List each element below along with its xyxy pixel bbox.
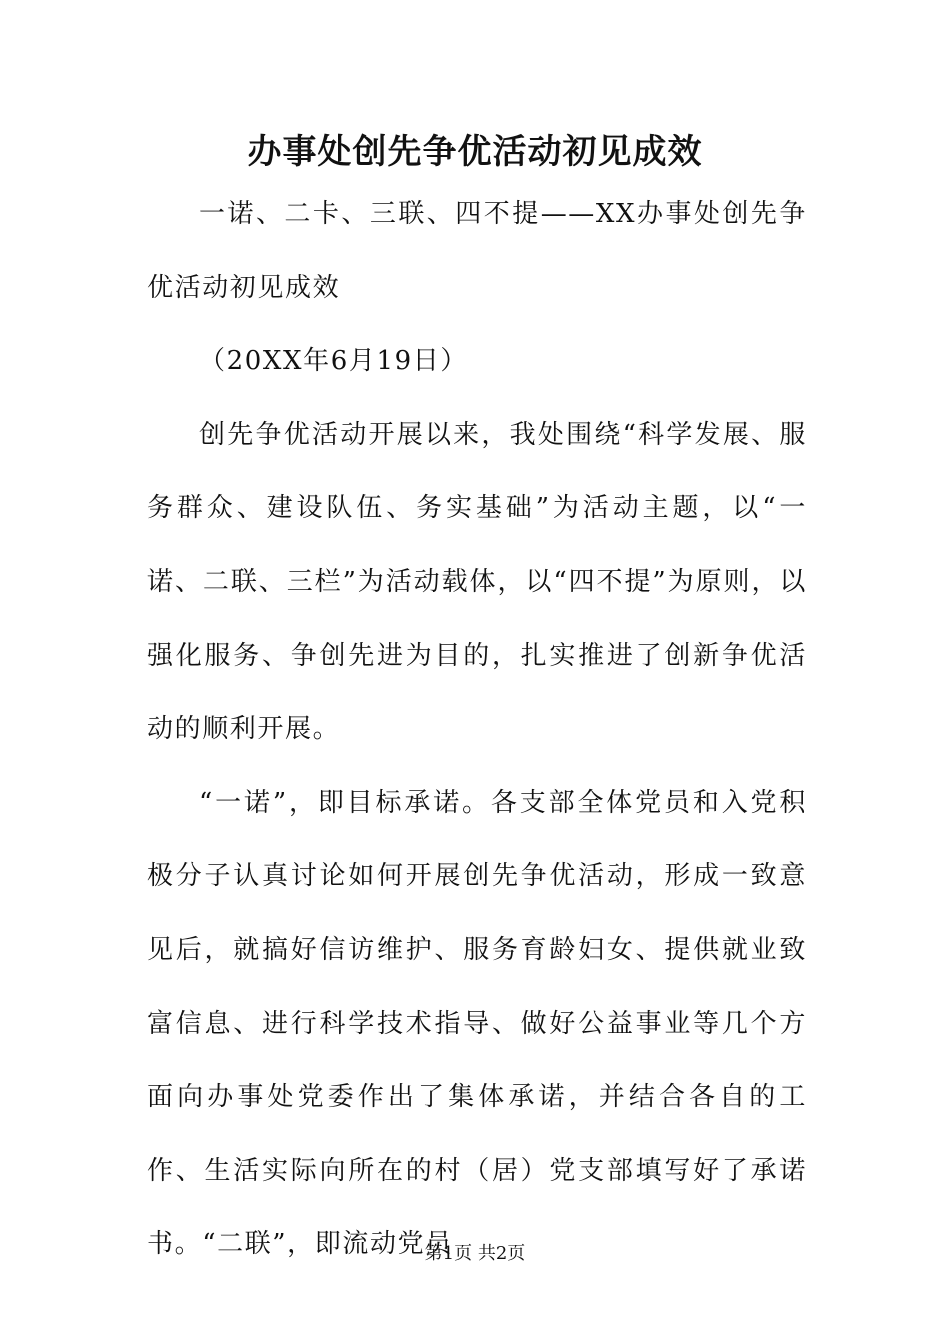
subtitle-paragraph: 一诺、二卡、三联、四不提——XX办事处创先争优活动初见成效	[147, 199, 807, 303]
intro-paragraph: 创先争优活动开展以来，我处围绕“科学发展、服务群众、建设队伍、务实基础”为活动主题，以“一诺、二联、三栏”为活动载体，以“四不提”为原则，以强化服务、争创先进为目的，扎实推进了创新争优活动的顺利开展。	[147, 419, 807, 745]
page-number-footer: 第1页 共2页	[424, 1243, 526, 1264]
date-paragraph: （20XX年6月19日）	[199, 346, 468, 377]
document-title: 办事处创先争优活动初见成效	[247, 132, 703, 172]
document-body	[147, 178, 807, 1282]
yinuo-paragraph: “一诺”，即目标承诺。各支部全体党员和入党积极分子认真讨论如何开展创先争优活动，形成一致意见后，就搞好信访维护、服务育龄妇女、提供就业致富信息、进行科学技术指导、做好公益事业等几个方面向办事处党委作出了集体承诺，并结合各自的工作、生活实际向所在的村（居）党支部填写好了承诺书。“二联”，即流动党员	[147, 787, 807, 1260]
